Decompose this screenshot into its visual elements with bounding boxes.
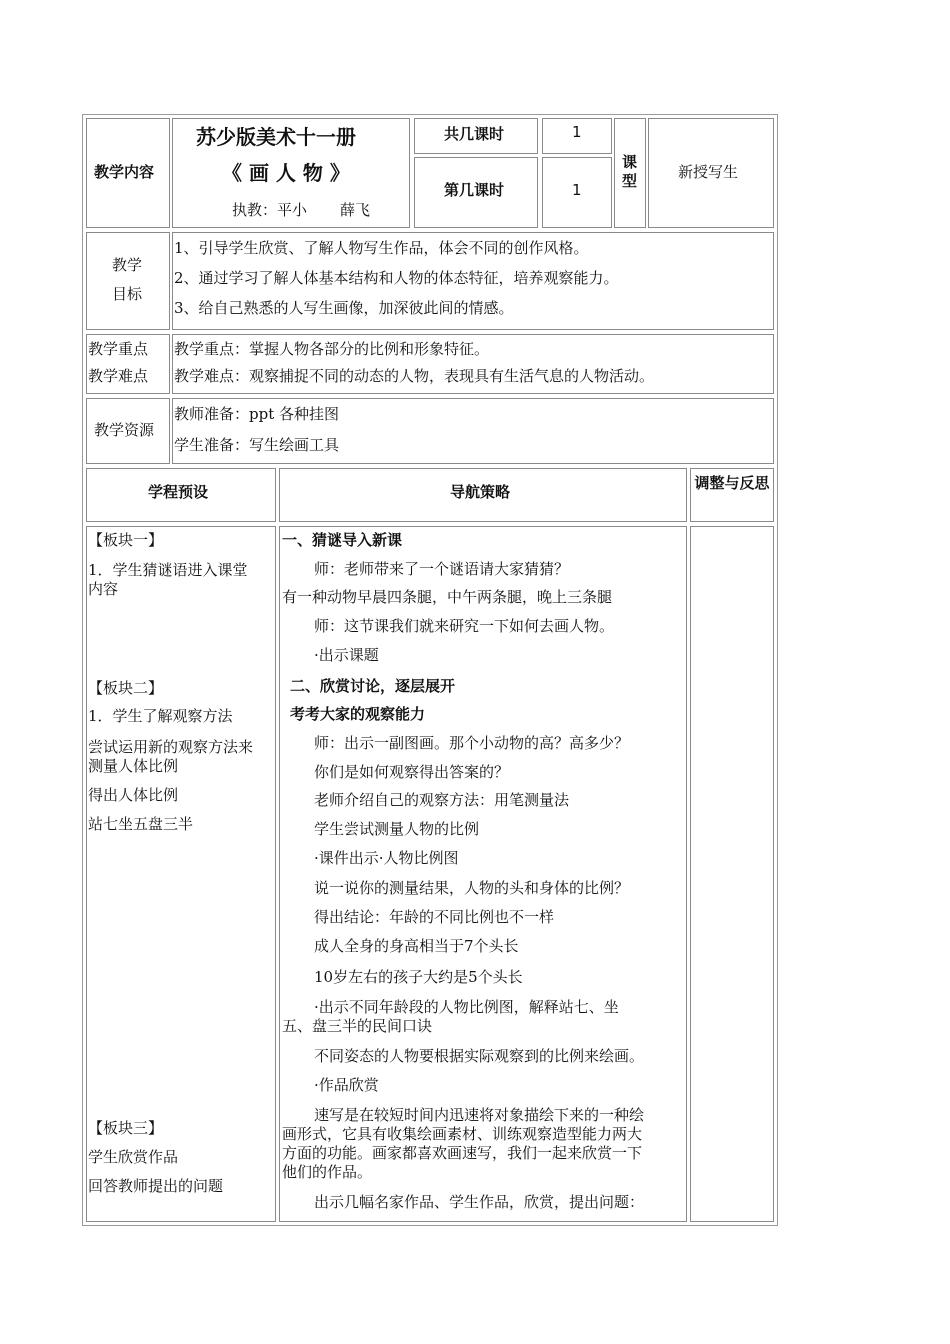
s2-line-12: ·作品欣赏 bbox=[314, 1076, 379, 1094]
block-2-line-1: 1．学生了解观察方法 bbox=[88, 707, 233, 725]
s1-line-3: 师：这节课我们就来研究一下如何去画人物。 bbox=[314, 617, 615, 635]
resources-label: 教学资源 bbox=[94, 421, 155, 439]
s2-line-3: 老师介绍自己的观察方法：用笔测量法 bbox=[314, 791, 570, 809]
block-1-line-2: 内容 bbox=[88, 580, 119, 598]
keypoint-focus: 教学重点：掌握人物各部分的比例和形象特征。 bbox=[174, 340, 490, 358]
total-periods-label: 共几课时 bbox=[444, 125, 505, 143]
s2-line-2: 你们是如何观察得出答案的？ bbox=[314, 763, 510, 781]
col-plan-title: 学程预设 bbox=[148, 483, 209, 501]
col-reflection-title: 调整与反思 bbox=[694, 474, 770, 492]
section-2-subtitle: 考考大家的观察能力 bbox=[290, 705, 426, 723]
goals-label-1: 教学 bbox=[112, 256, 143, 274]
keypoints-label-1: 教学重点 bbox=[88, 340, 149, 358]
resources-teacher: 教师准备：ppt 各种挂图 bbox=[174, 405, 340, 423]
s1-line-2: 有一种动物早晨四条腿，中午两条腿，晚上三条腿 bbox=[282, 588, 613, 606]
resources-student: 学生准备：写生绘画工具 bbox=[174, 436, 340, 454]
s2-para-3: 方面的功能。画家都喜欢画速写，我们一起来欣赏一下 bbox=[282, 1144, 643, 1162]
s2-para-1: 速写是在较短时间内迅速将对象描绘下来的一种绘 bbox=[314, 1106, 645, 1124]
goals-label-2: 目标 bbox=[112, 285, 143, 303]
teacher-label: 执教：平小 bbox=[232, 201, 308, 219]
section-2-title: 二、欣赏讨论，逐层展开 bbox=[290, 677, 456, 695]
block-1-line-1: 1．学生猜谜语进入课堂 bbox=[88, 561, 248, 579]
keypoint-difficulty: 教学难点：观察捕捉不同的动态的人物，表现具有生活气息的人物活动。 bbox=[174, 367, 655, 385]
period-no-label: 第几课时 bbox=[444, 181, 505, 199]
s1-line-4: ·出示课题 bbox=[314, 646, 379, 664]
block-2-line-5: 站七坐五盘三半 bbox=[88, 815, 194, 833]
s2-line-9: 10岁左右的孩子大约是5个头长 bbox=[314, 968, 523, 986]
content-label: 教学内容 bbox=[94, 163, 155, 181]
s2-line-5: ·课件出示·人物比例图 bbox=[314, 849, 459, 867]
s2-line-6: 说一说你的测量结果，人物的头和身体的比例？ bbox=[314, 879, 630, 897]
s2-para-4: 他们的作品。 bbox=[282, 1163, 373, 1181]
block-2-line-2: 尝试运用新的观察方法来 bbox=[88, 738, 254, 756]
goal-item-2: 2、通过学习了解人体基本结构和人物的体态特征，培养观察能力。 bbox=[174, 269, 619, 287]
lesson-type-value: 新授写生 bbox=[678, 163, 739, 181]
s2-line-10a: ·出示不同年龄段的人物比例图，解释站七、坐 bbox=[314, 998, 619, 1016]
block-2-heading: 【板块二】 bbox=[88, 679, 164, 697]
block-3-heading: 【板块三】 bbox=[88, 1119, 164, 1137]
section-1-title: 一、猜谜导入新课 bbox=[282, 531, 403, 549]
s2-line-13: 出示几幅名家作品、学生作品，欣赏，提出问题： bbox=[314, 1193, 645, 1211]
s2-line-1: 师：出示一副图画。那个小动物的高？高多少？ bbox=[314, 734, 630, 752]
block-2-line-4: 得出人体比例 bbox=[88, 786, 179, 804]
body-reflection-cell bbox=[690, 526, 774, 1222]
lesson-title: 《 画 人 物 》 bbox=[222, 161, 350, 185]
keypoints-label-2: 教学难点 bbox=[88, 367, 149, 385]
s2-line-10b: 五、盘三半的民间口诀 bbox=[282, 1017, 433, 1035]
block-1-heading: 【板块一】 bbox=[88, 531, 164, 549]
total-periods-value: 1 bbox=[572, 123, 582, 141]
block-3-line-1: 学生欣赏作品 bbox=[88, 1148, 179, 1166]
lesson-type-label-2: 型 bbox=[622, 172, 638, 190]
goal-item-3: 3、给自己熟悉的人写生画像，加深彼此间的情感。 bbox=[174, 299, 514, 317]
teacher-name: 薛飞 bbox=[340, 201, 371, 219]
s2-line-4: 学生尝试测量人物的比例 bbox=[314, 820, 480, 838]
s2-para-2: 画形式，它具有收集绘画素材、训练观察造型能力两大 bbox=[282, 1125, 643, 1143]
s1-line-1: 师：老师带来了一个谜语请大家猜猜？ bbox=[314, 560, 570, 578]
s2-line-11: 不同姿态的人物要根据实际观察到的比例来绘画。 bbox=[314, 1047, 645, 1065]
goal-item-1: 1、引导学生欣赏、了解人物写生作品，体会不同的创作风格。 bbox=[174, 239, 589, 257]
goals-label-cell bbox=[86, 232, 170, 330]
book-title: 苏少版美术十一册 bbox=[196, 125, 356, 149]
lesson-type-label-1: 课 bbox=[622, 153, 638, 171]
s2-line-7: 得出结论：年龄的不同比例也不一样 bbox=[314, 908, 555, 926]
period-no-value: 1 bbox=[572, 181, 582, 199]
block-2-line-3: 测量人体比例 bbox=[88, 757, 179, 775]
block-3-line-2: 回答教师提出的问题 bbox=[88, 1177, 224, 1195]
s2-line-8: 成人全身的身高相当于7个头长 bbox=[314, 937, 519, 955]
col-strategy-title: 导航策略 bbox=[450, 483, 511, 501]
